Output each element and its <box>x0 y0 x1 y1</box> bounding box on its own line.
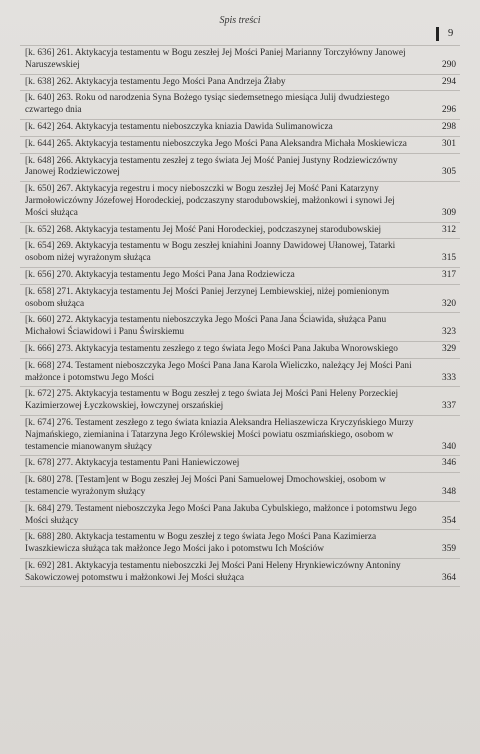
entry-title: 269. Aktykacyja testamentu w Bogu zeszłej kniahini Joanny Dawidowej Ułanowej, Tatarki osobom niżej wyrażonym służąca <box>25 241 396 264</box>
entry-page-number: 301 <box>442 138 456 149</box>
entry-page-number: 340 <box>442 441 456 452</box>
folio-reference: [k. 636] <box>25 48 55 58</box>
entry-page-number: 364 <box>442 572 456 583</box>
entry-title: 280. Aktykacja testamentu w Bogu zeszłej z tego świata Jego Mości Pana Kazimierza Iwaszkiewicza służąca tak małżonce Jego Mości jako i potomstwu Ich Mościów <box>25 532 377 555</box>
toc-entry <box>20 181 460 221</box>
entry-page-number: 348 <box>442 486 456 497</box>
table-of-contents <box>20 45 460 587</box>
toc-entry <box>20 136 460 153</box>
entry-title: 261. Aktykacyja testamentu w Bogu zeszłej Jej Mości Paniej Marianny Torczyłówny Janowej Naruszewskiej <box>25 48 406 70</box>
entry-page-number: 298 <box>442 121 456 132</box>
page-number: 9 <box>448 28 454 39</box>
folio-reference: [k. 674] <box>25 417 55 428</box>
entry-title: 272. Aktykacyja testamentu nieboszczyka Jego Mości Pana Jana Ściawida, służąca Panu Michałowi Ściawidowi i Panu Świrskiemu <box>25 315 387 338</box>
toc-entry <box>20 386 460 415</box>
folio-reference: [k. 658] <box>25 286 55 297</box>
entry-page-number: 312 <box>442 224 456 235</box>
toc-entry <box>20 153 460 182</box>
entry-page-number: 359 <box>442 544 456 555</box>
toc-entry <box>20 358 460 387</box>
entry-page-number: 315 <box>442 253 456 264</box>
folio-reference: [k. 638] <box>25 76 55 87</box>
entry-page-number: 346 <box>442 458 456 469</box>
folio-reference: [k. 684] <box>25 503 55 514</box>
entry-title: 278. [Testam]ent w Bogu zeszłej Jej Mości Pani Samuelowej Dmochowskiej, osobom w testamencie wyrażonym służący <box>25 475 386 497</box>
page-header <box>0 15 480 39</box>
folio-reference: [k. 668] <box>25 360 55 371</box>
toc-entry <box>20 90 460 119</box>
entry-page-number: 337 <box>442 401 456 412</box>
entry-title: 276. Testament zeszłego z tego świata kniazia Aleksandra Heliaszewicza Kryczyńskiego Murzy Najmańskiego, ziemianina i Tatarzyna Jego Królewskiej Mości powiatu oszmiańskiego, osobom w testamencie mianowanym służący <box>25 417 414 452</box>
entry-page-number: 354 <box>442 515 456 526</box>
entry-page-number: 317 <box>442 269 456 280</box>
folio-reference: [k. 656] <box>25 269 55 280</box>
entry-title: 277. Aktykacyja testamentu Pani Haniewiczowej <box>56 458 240 469</box>
toc-entry <box>20 501 460 530</box>
entry-title: 273. Aktykacyja testamentu zeszłego z tego świata Jego Mości Pana Jakuba Wnorowskiego <box>56 343 398 354</box>
entry-title: 268. Aktykacyja testamentu Jej Mość Pani Horodeckiej, podczaszynej starodubowskiej <box>56 224 382 235</box>
entry-title: 264. Aktykacyja testamentu nieboszczyka kniazia Dawida Sulimanowicza <box>56 121 333 132</box>
folio-reference: [k. 688] <box>25 532 55 543</box>
running-title: Spis treści <box>219 15 261 26</box>
toc-entry <box>20 74 460 91</box>
entry-title: 263. Roku od narodzenia Syna Bożego tysiąc siedemsetnego miesiąca Julij dwudziestego czwartego dnia <box>25 93 390 116</box>
entry-page-number: 329 <box>442 343 456 354</box>
toc-entry <box>20 455 460 472</box>
entry-page-number: 323 <box>442 327 456 338</box>
entry-title: 262. Aktykacyja testamentu Jego Mości Pana Andrzeja Żłaby <box>56 76 286 87</box>
entry-page-number: 290 <box>442 59 456 70</box>
folio-reference: [k. 650] <box>25 184 55 195</box>
toc-entry <box>20 119 460 136</box>
toc-entry <box>20 341 460 358</box>
toc-entry <box>20 222 460 239</box>
folio-reference: [k. 640] <box>25 93 55 104</box>
entry-page-number: 333 <box>442 372 456 383</box>
folio-reference: [k. 644] <box>25 138 55 149</box>
folio-reference: [k. 648] <box>25 155 55 166</box>
entry-page-number: 305 <box>442 167 456 178</box>
header-rule-mark <box>436 27 439 41</box>
toc-entry <box>20 472 460 501</box>
entry-page-number: 320 <box>442 298 456 309</box>
toc-entry <box>20 267 460 284</box>
entry-page-number: 296 <box>442 105 456 116</box>
toc-entry <box>20 45 460 74</box>
folio-reference: [k. 642] <box>25 121 55 132</box>
entry-title: 270. Aktykacyja testamentu Jego Mości Pana Jana Rodziewicza <box>56 269 295 280</box>
entry-title: 266. Aktykacyja testamentu zeszłej z tego świata Jej Mość Paniej Justyny Rodziewiczówny Janowej Rodziewiczowej <box>25 155 398 178</box>
entry-page-number: 309 <box>442 207 456 218</box>
folio-reference: [k. 652] <box>25 224 55 235</box>
toc-entry <box>20 415 460 455</box>
entry-page-number: 294 <box>442 76 456 87</box>
folio-reference: [k. 654] <box>25 241 55 252</box>
toc-entry <box>20 558 460 588</box>
toc-entry <box>20 284 460 313</box>
toc-entry <box>20 312 460 341</box>
toc-entry <box>20 238 460 267</box>
entry-title: 265. Aktykacyja testamentu nieboszczyka Jego Mości Pana Aleksandra Michała Moskiewicza <box>56 138 407 149</box>
entry-title: 275. Aktykacyja testamentu w Bogu zeszłej z tego świata Jej Mości Pani Heleny Porzeckiej Kazimierzowej Łyczkowskiej, łowczynej orszańskiej <box>25 389 399 412</box>
folio-reference: [k. 678] <box>25 458 55 469</box>
entry-title: 271. Aktykacyja testamentu Jej Mości Paniej Jerzynej Lembiewskiej, niżej pomienionym osobom służąca <box>25 286 390 309</box>
entry-title: 267. Aktykacyja regestru i mocy nieboszczki w Bogu zeszłej Jej Mość Pani Katarzyny Jarmołowiczówny Józefowej Horodeckiej, podczaszyny starodubowskiej, małżonkowi i synowi Jej Mości służąca <box>25 184 395 218</box>
folio-reference: [k. 680] <box>25 475 55 486</box>
folio-reference: [k. 660] <box>25 315 55 326</box>
folio-reference: [k. 666] <box>25 343 55 354</box>
folio-reference: [k. 692] <box>25 560 55 571</box>
toc-entry <box>20 529 460 558</box>
folio-reference: [k. 672] <box>25 389 55 400</box>
entry-title: 281. Aktykacyja testamentu nieboszczki Jej Mości Pani Heleny Hrynkiewiczówny Antoniny Sakowiczowej potomstwu i małżonkowi Jej Mości służąca <box>25 560 401 583</box>
entry-title: 279. Testament nieboszczyka Jego Mości Pana Jakuba Cybulskiego, małżonce i potomstwu Jego Mości służący <box>25 503 417 526</box>
entry-title: 274. Testament nieboszczyka Jego Mości Pana Jana Karola Wieliczko, należący Jej Mości Pani małżonce i potomstwu Jego Mości <box>25 360 412 383</box>
